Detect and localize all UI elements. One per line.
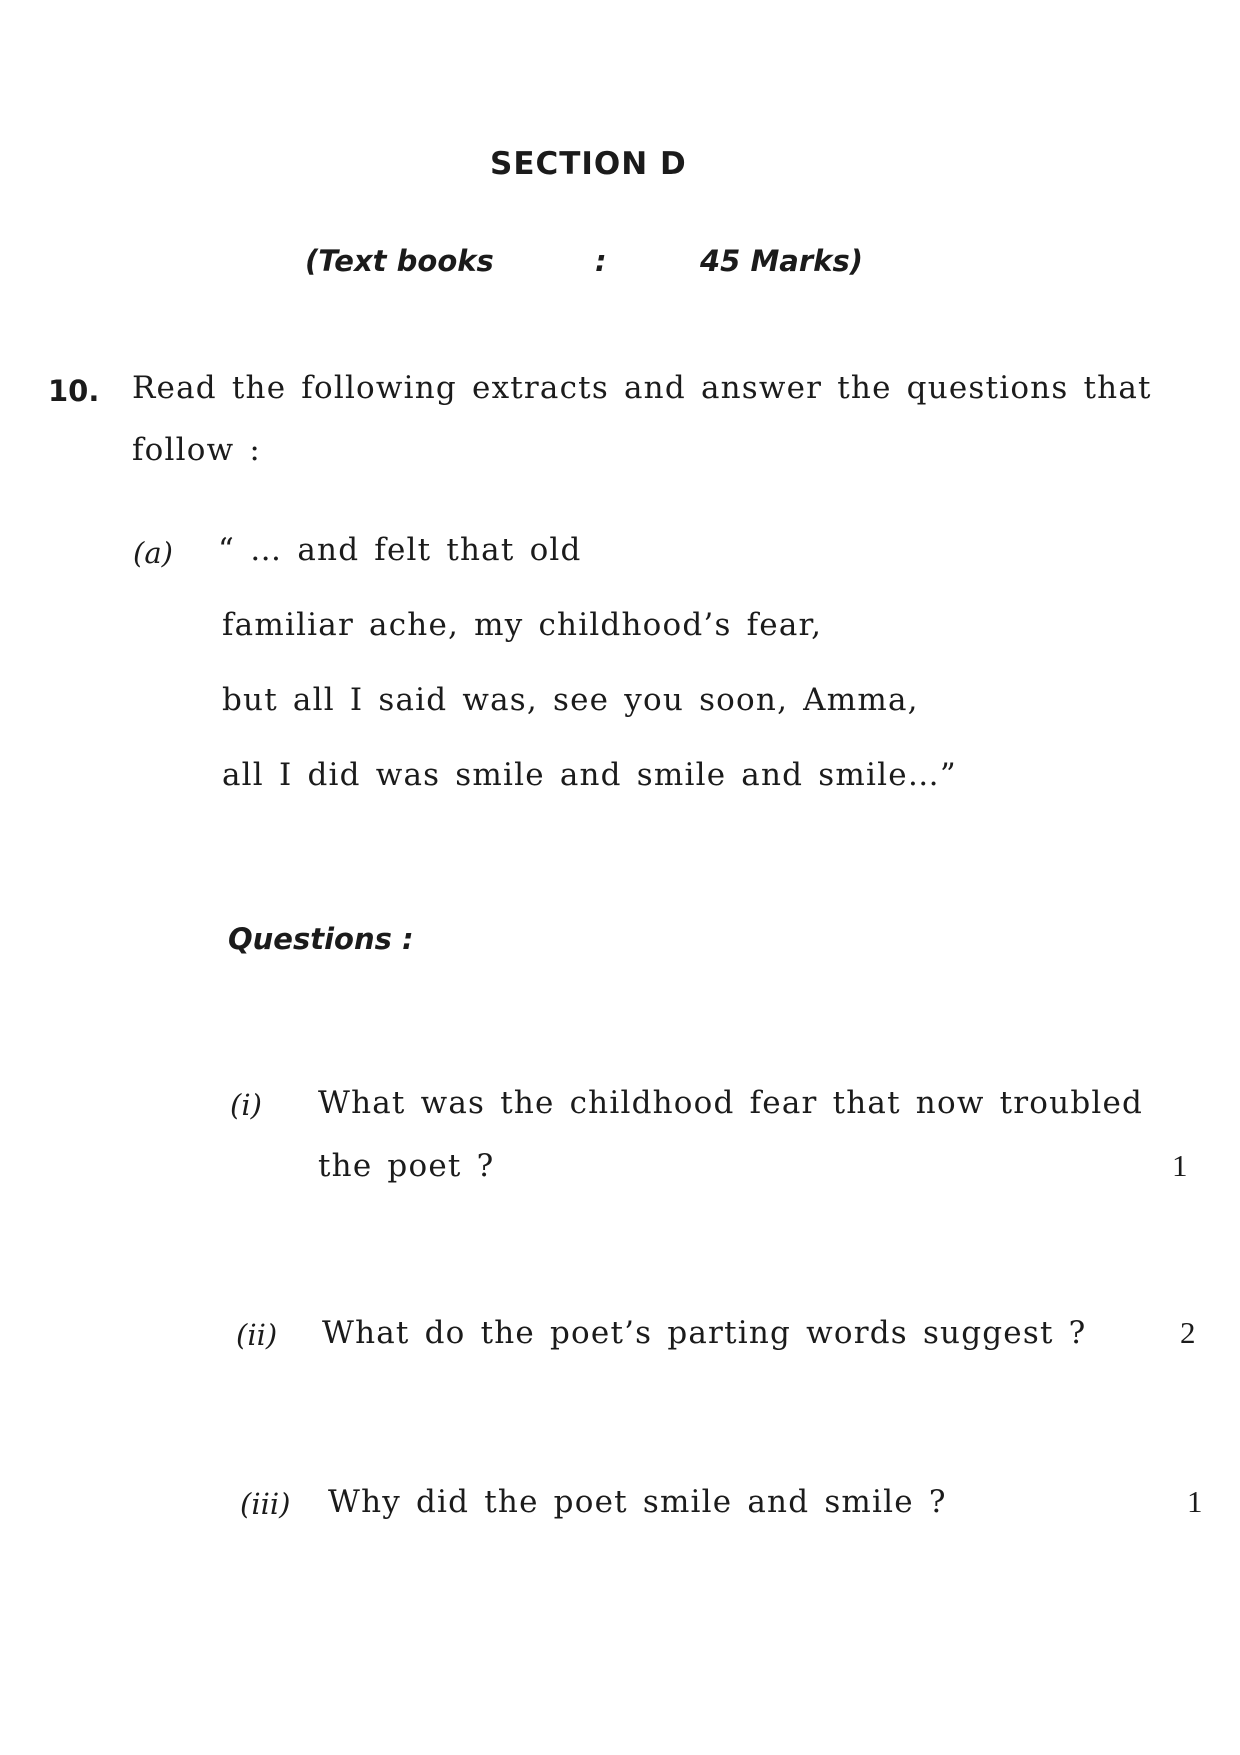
part-label: (a) [133, 536, 173, 570]
subtitle-right: 45 Marks) [700, 244, 863, 278]
sub-question-text: the poet ? [318, 1148, 495, 1184]
section-title: SECTION D [490, 146, 687, 182]
sub-question-marks: 1 [1187, 1484, 1203, 1519]
instruction-line-2: follow : [132, 432, 262, 468]
sub-question-label: (ii) [236, 1318, 278, 1352]
instruction-line-1: Read the following extracts and answer the questions that [132, 370, 1152, 406]
sub-question-label: (i) [230, 1088, 262, 1122]
sub-question-text: What was the childhood fear that now troubled [318, 1085, 1144, 1121]
question-number: 10. [48, 374, 100, 408]
sub-question-text: What do the poet’s parting words suggest ? [322, 1315, 1087, 1351]
subtitle-colon: : [595, 244, 607, 278]
extract-line: but all I said was, see you soon, Amma, [222, 682, 919, 718]
subtitle-left: (Text books [305, 244, 494, 278]
extract-line: all I did was smile and smile and smile…” [222, 757, 957, 793]
sub-question-label: (iii) [240, 1487, 291, 1521]
sub-question-marks: 1 [1172, 1148, 1188, 1183]
extract-line: “ … and felt that old [218, 532, 582, 568]
extract-line: familiar ache, my childhood’s fear, [222, 607, 823, 643]
sub-question-marks: 2 [1180, 1315, 1196, 1350]
sub-question-text: Why did the poet smile and smile ? [328, 1484, 947, 1520]
questions-heading: Questions : [228, 922, 414, 956]
